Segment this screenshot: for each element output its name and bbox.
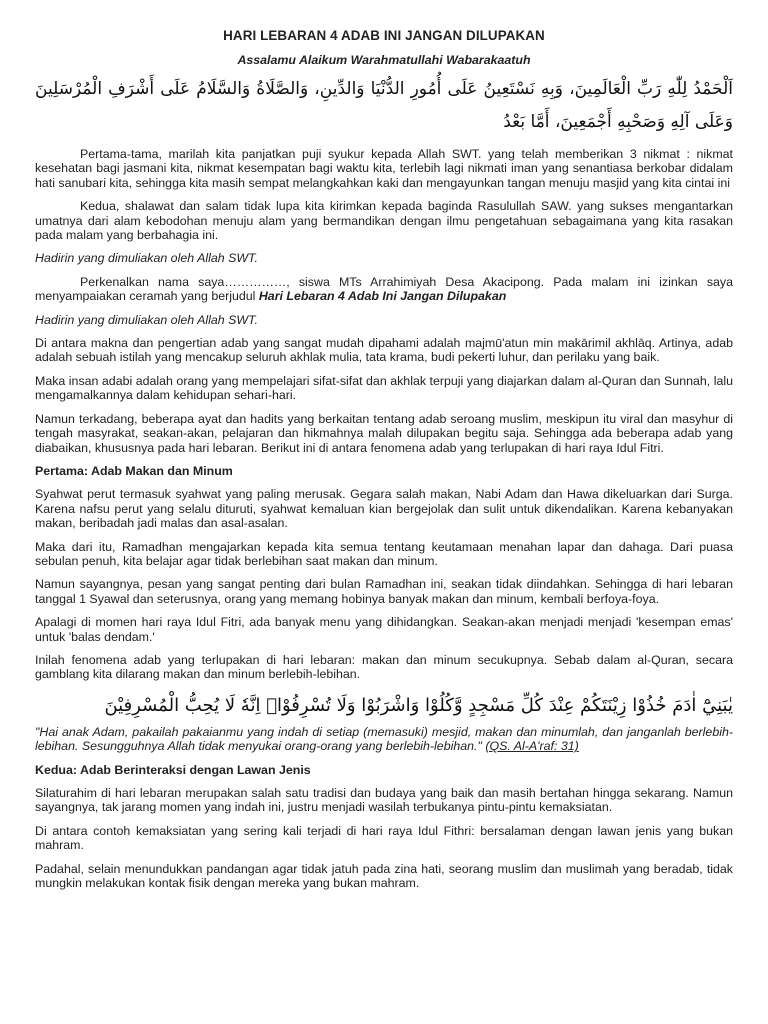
verse-reference: (QS. Al-A'raf: 31)	[485, 739, 579, 754]
paragraph-handshake: Di antara contoh kemaksiatan yang sering kali terjadi di hari raya Idul Fithri: bersalaman dengan lawan jenis yang bukan mahram.	[35, 823, 733, 853]
verse-translation-text: "Hai anak Adam, pakailah pakaianmu yang indah di setiap (memasuki) mesjid, makan dan minumlah, dan janganlah berlebih-lebihan. Sesungguhnya Allah tidak menyukai orang-orang yang berlebih-lebihan."	[35, 724, 733, 754]
paragraph-introduction	[35, 275, 733, 304]
verse-translation	[35, 725, 733, 754]
document-title: HARI LEBARAN 4 ADAB INI JANGAN DILUPAKAN	[223, 28, 545, 43]
paragraph-foya-foya: Namun sayangnya, pesan yang sangat penting dari bulan Ramadhan ini, seakan tidak diindahkan. Sehingga di hari lebaran tanggal 1 Syawal dan seterusnya, orang yang memang hobinya banyak makan dan minum, kembali berfoya-foya.	[35, 577, 733, 606]
paragraph-eat-moderately: Inilah fenomena adab yang terlupakan di hari lebaran: makan dan minum secukupnya. Sebab dalam al-Quran, secara gamblang kita dilarang makan dan minum berlebih-lebihan.	[35, 652, 733, 682]
paragraph-opening-praise: Pertama-tama, marilah kita panjatkan puji syukur kepada Allah SWT. yang telah memberikan 3 nikmat : nikmat kesehatan bagi jasmani kita, nikmat kesempatan bagi waktu kita, terlebih lagi nikmati iman yang senantiasa berkobar didalam hati sanubari kita, sehingga kita masih sempat melangkahkan kaki dan mengayunkan tangan menuju masjid yang kita cintai ini	[35, 147, 733, 190]
paragraph-silaturahim: Silaturahim di hari lebaran merupakan salah satu tradisi dan budaya yang baik dan masih bertahan hingga sekarang. Namun sayangnya, tak jarang momen yang indah ini, justru menjadi wasilah terbukanya pintu-pintu kemaksiatan.	[35, 786, 733, 815]
paragraph-idul-fitri-menu: Apalagi di momen hari raya Idul Fitri, ada banyak menu yang dihidangkan. Seakan-akan menjadi menjadi 'kesempan emas' untuk 'balas dendam.'	[35, 615, 733, 644]
quran-verse-arabic: يٰبَنِيْٓ اٰدَمَ خُذُوْا زِيْنَتَكُمْ عِنْدَ كُلِّ مَسْجِدٍ وَّكُلُوْا وَاشْرَبُوْا وَلَا تُسْرِفُوْاۚ اِنَّهٗ لَا يُحِبُّ الْمُسْرِفِيْنَ	[104, 694, 733, 716]
paragraph-shalawat: Kedua, shalawat dan salam tidak lupa kita kirimkan kepada baginda Rasulullah SAW. yang sukses mengantarkan umatnya dari alam kebodohan menuju alam yang bermandikan dengan ilmu pengetahuan sebagaimana yang kita rasakan pada malam yang berbahagia ini.	[35, 199, 733, 243]
paragraph-ramadhan-lesson: Maka dari itu, Ramadhan mengajarkan kepada kita semua tentang keutamaan menahan lapar dan dahaga. Dari puasa sebulan penuh, kita belajar agar tidak berlebihan saat makan dan minum.	[35, 539, 733, 568]
paragraph-adab-definition: Di antara makna dan pengertian adab yang sangat mudah dipahami adalah majmū'atun min makārimil akhlāq. Artinya, adab adalah sebuah istilah yang mencakup seluruh akhlak mulia, tata krama, budi pekerti luhur, dan perilaku yang baik.	[35, 336, 733, 365]
section-heading-first: Pertama: Adab Makan dan Minum	[35, 463, 233, 478]
section-heading-second: Kedua: Adab Berinteraksi dengan Lawan Jenis	[35, 762, 311, 777]
paragraph-insan-adabi: Maka insan adabi adalah orang yang mempelajari sifat-sifat dan akhlak terpuji yang diajarkan dalam al-Quran dan Sunnah, lalu mengamalkannya dalam kehidupan sehari-hari.	[35, 373, 733, 403]
salam-greeting: Assalamu Alaikum Warahmatullahi Wabarakaatuh	[237, 53, 531, 67]
address-hadirin-1: Hadirin yang dimuliakan oleh Allah SWT.	[35, 251, 258, 266]
lecture-title-inline: Hari Lebaran 4 Adab Ini Jangan Dilupakan	[258, 289, 507, 304]
introduction-text: Perkenalkan nama saya……………, siswa MTs Arrahimiyah Desa Akacipong. Pada malam ini izinkan saya menyampaiakan ceramah yang berjudul	[35, 274, 733, 304]
opening-arabic-text: اَلْحَمْدُ لِلّٰهِ رَبِّ الْعَالَمِينَ، وَبِهِ نَسْتَعِينُ عَلَى أُمُورِ الدُّنْيَا وَالدِّينِ، وَالصَّلَاةُ وَالسَّلَامُ عَلَى أَشْرَفِ الْمُرْسَلِينَ وَعَلَى آلِهِ وَصَحْبِهِ أَجْمَعِينَ، أَمَّا بَعْدُ	[35, 79, 733, 132]
paragraph-forgotten-adab: Namun terkadang, beberapa ayat dan hadits yang berkaitan tentang adab seroang muslim, meskipun itu viral dan masyhur di tengah masyrakat, seakan-akan, pelajaran dan hikmahnya malah dilupakan begitu saja. Sehingga ada beberapa adab yang diabaikan, khususnya pada hari lebaran. Berikut ini di antara fenomena adab yang terlupakan di hari raya Idul Fitri.	[35, 411, 733, 455]
address-hadirin-2: Hadirin yang dimuliakan oleh Allah SWT.	[35, 312, 258, 327]
paragraph-syahwat-perut: Syahwat perut termasuk syahwat yang paling merusak. Gegara salah makan, Nabi Adam dan Hawa dikeluarkan dari Surga. Karena nafsu perut yang selalu dituruti, syahwat kemaluan kian bergejolak dan sulit untuk dikendalikan. Karena kebanyakan makan, beribadah jadi malas dan asal-asalan.	[35, 487, 733, 531]
paragraph-lower-gaze: Padahal, selain menundukkan pandangan agar tidak jatuh pada zina hati, seorang muslim dan muslimah yang beradab, tidak mungkin melakukan kontak fisik dengan mereka yang bukan mahram.	[35, 861, 733, 891]
